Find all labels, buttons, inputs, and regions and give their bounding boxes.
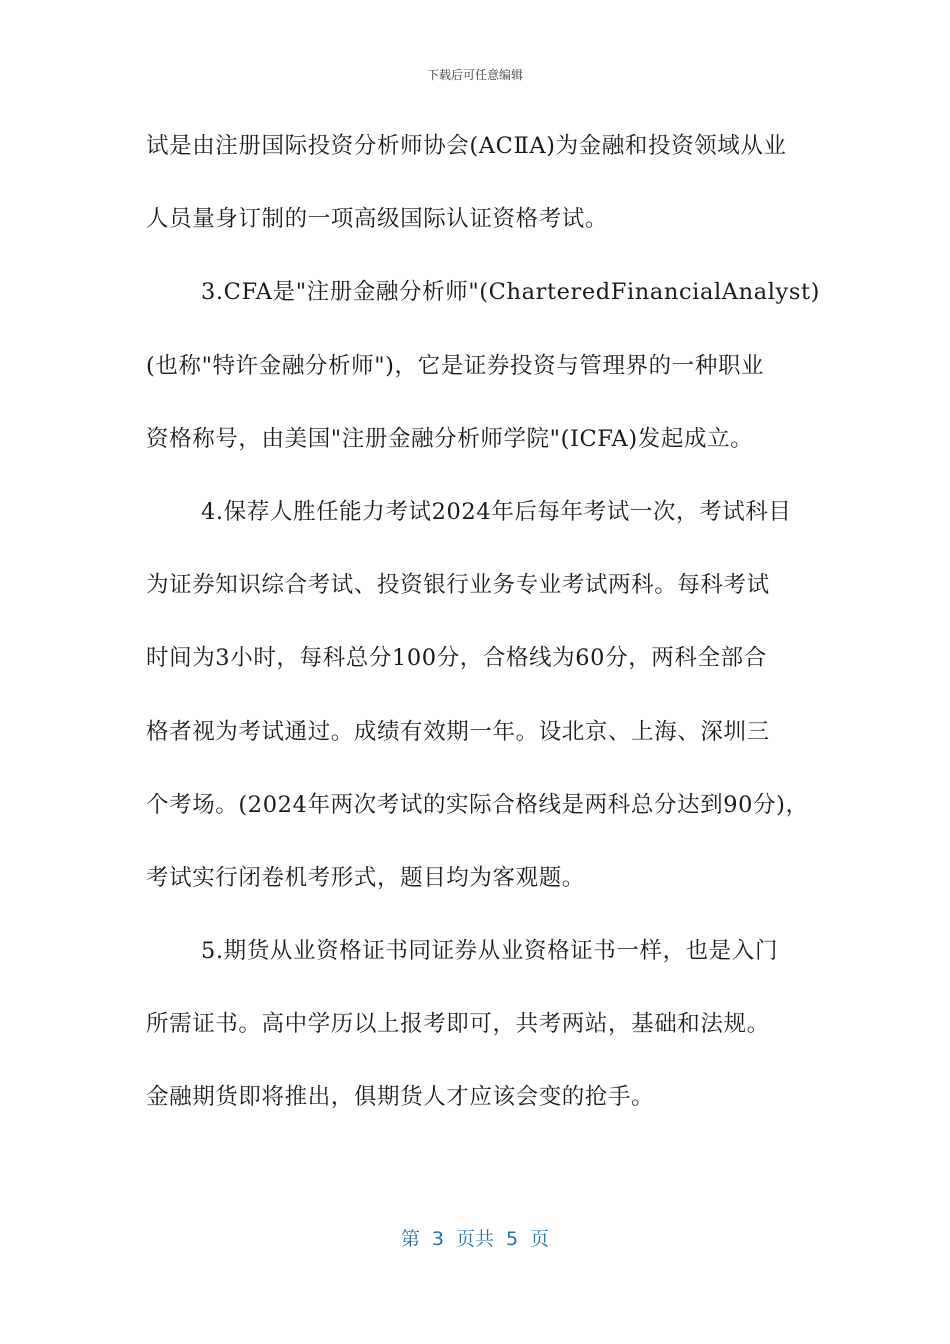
body-line: 4.保荐人胜任能力考试2024年后每年考试一次，考试科目 <box>201 498 792 525</box>
page-header-note: 下载后可任意编辑 <box>426 68 523 82</box>
body-line: 人员量身订制的一项高级国际认证资格考试。 <box>146 206 609 233</box>
body-line: 5.期货从业资格证书同证券从业资格证书一样，也是入门 <box>201 938 779 965</box>
body-line: 金融期货即将推出，俱期货人才应该会变的抢手。 <box>146 1084 655 1111</box>
body-line: 3.CFA是"注册金融分析师"(CharteredFinancialAnalyst) <box>201 279 821 306</box>
body-line: 时间为3小时，每科总分100分，合格线为60分，两科全部合 <box>146 645 767 672</box>
page-number-footer: 第 3 页共 5 页 <box>400 1228 550 1250</box>
body-line: 试是由注册国际投资分析师协会(ACⅡA)为金融和投资领域从业 <box>146 133 787 159</box>
body-line: 所需证书。高中学历以上报考即可，共考两站，基础和法规。 <box>146 1011 770 1038</box>
body-line: 考试实行闭卷机考形式，题目均为客观题。 <box>146 864 585 891</box>
document-body <box>146 120 821 1145</box>
body-line: 格者视为考试通过。成绩有效期一年。设北京、上海、深圳三 <box>146 718 770 745</box>
body-line: 个考场。(2024年两次考试的实际合格线是两科总分达到90分)， <box>146 791 809 818</box>
body-line: 为证券知识综合考试、投资银行业务专业考试两科。每科考试 <box>146 572 770 599</box>
body-line: 资格称号，由美国"注册金融分析师学院"(ICFA)发起成立。 <box>146 425 754 452</box>
body-line: (也称"特许金融分析师")，它是证券投资与管理界的一种职业 <box>146 352 765 379</box>
